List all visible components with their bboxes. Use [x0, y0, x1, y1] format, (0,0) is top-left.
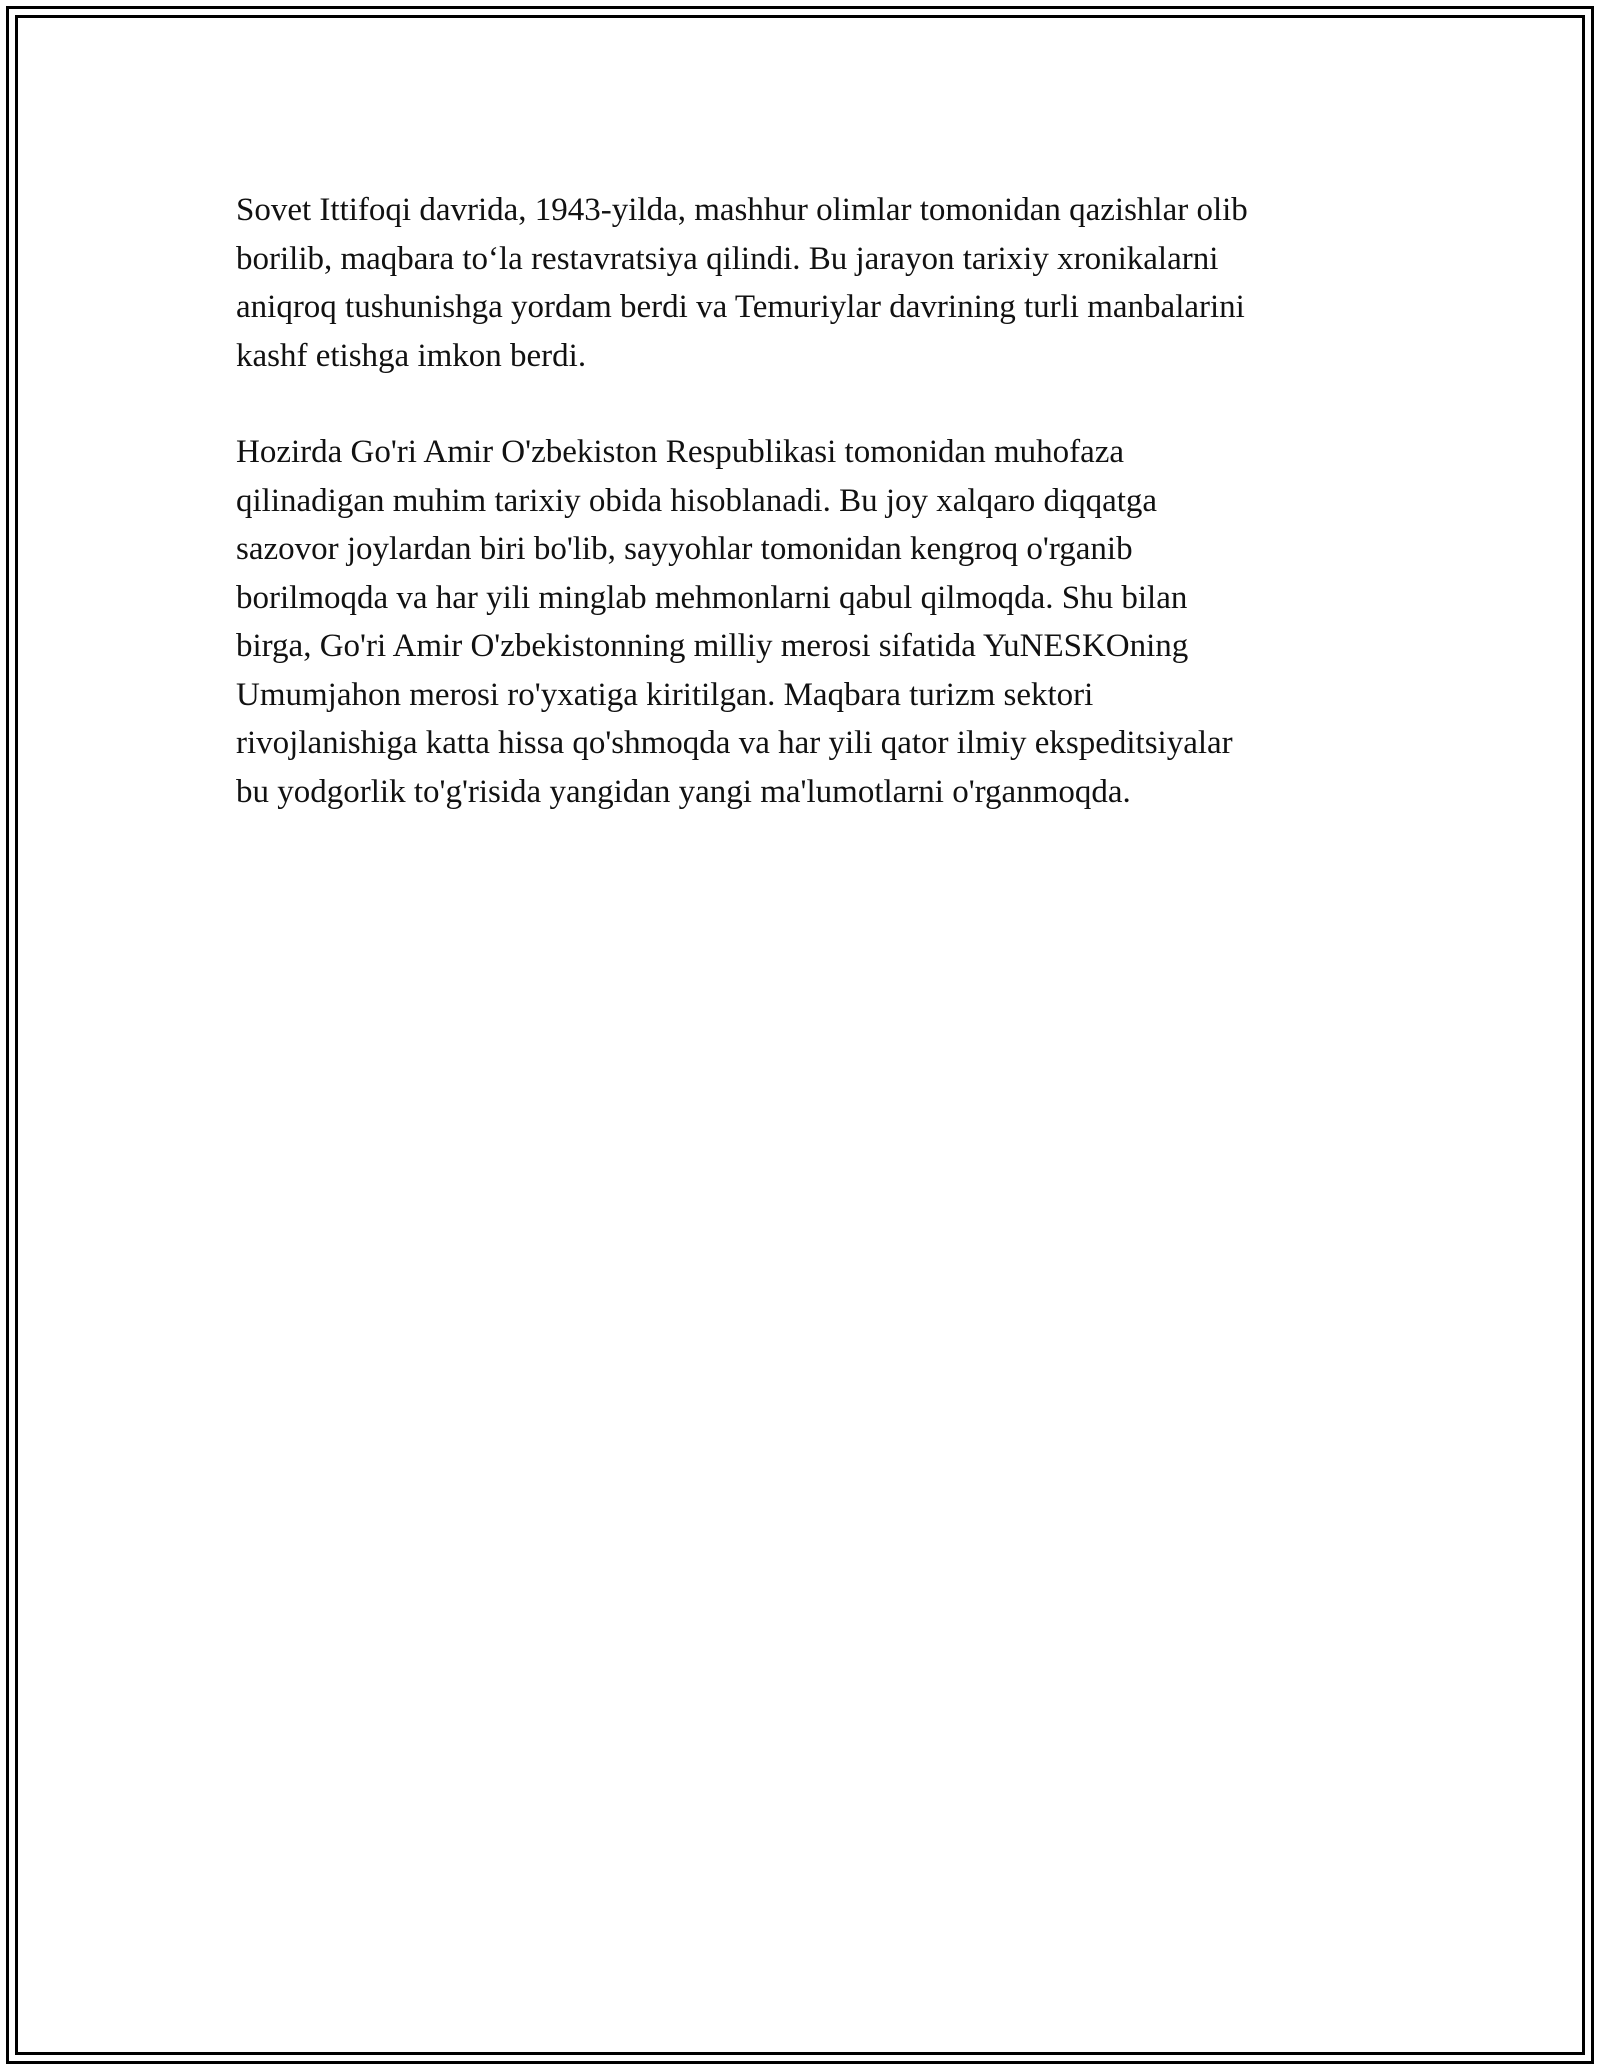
paragraph-current-status: Hozirda Go'ri Amir O'zbekiston Respublikasi tomonidan muhofaza qilinadigan muhim tarixiy obida hisoblanadi. Bu joy xalqaro diqqatga sazovor joylardan biri bo'lib, sayyohlar tomonidan kengroq o'rganib borilmoqda va har yili minglab mehmonlarni qabul qilmoqda. Shu bilan birga, Go'ri Amir O'zbekistonning milliy merosi sifatida YuNESKOning Umumjahon merosi ro'yxatiga kiritilgan. Maqbara turizm sektori rivojlanishiga katta hissa qo'shmoqda va har yili qator ilmiy ekspeditsiyalar bu yodgorlik to'g'risida yangidan yangi ma'lumotlarni o'rganmoqda.	[236, 434, 1233, 810]
document-body	[236, 186, 1366, 864]
paragraph-soviet-restoration: Sovet Ittifoqi davrida, 1943-yilda, mashhur olimlar tomonidan qazishlar olib borilib, maqbara to‘la restavratsiya qilindi. Bu jarayon tarixiy xronikalarni aniqroq tushunishga yordam berdi va Temuriylar davrining turli manbalarini kashf etishga imkon berdi.	[236, 192, 1248, 374]
